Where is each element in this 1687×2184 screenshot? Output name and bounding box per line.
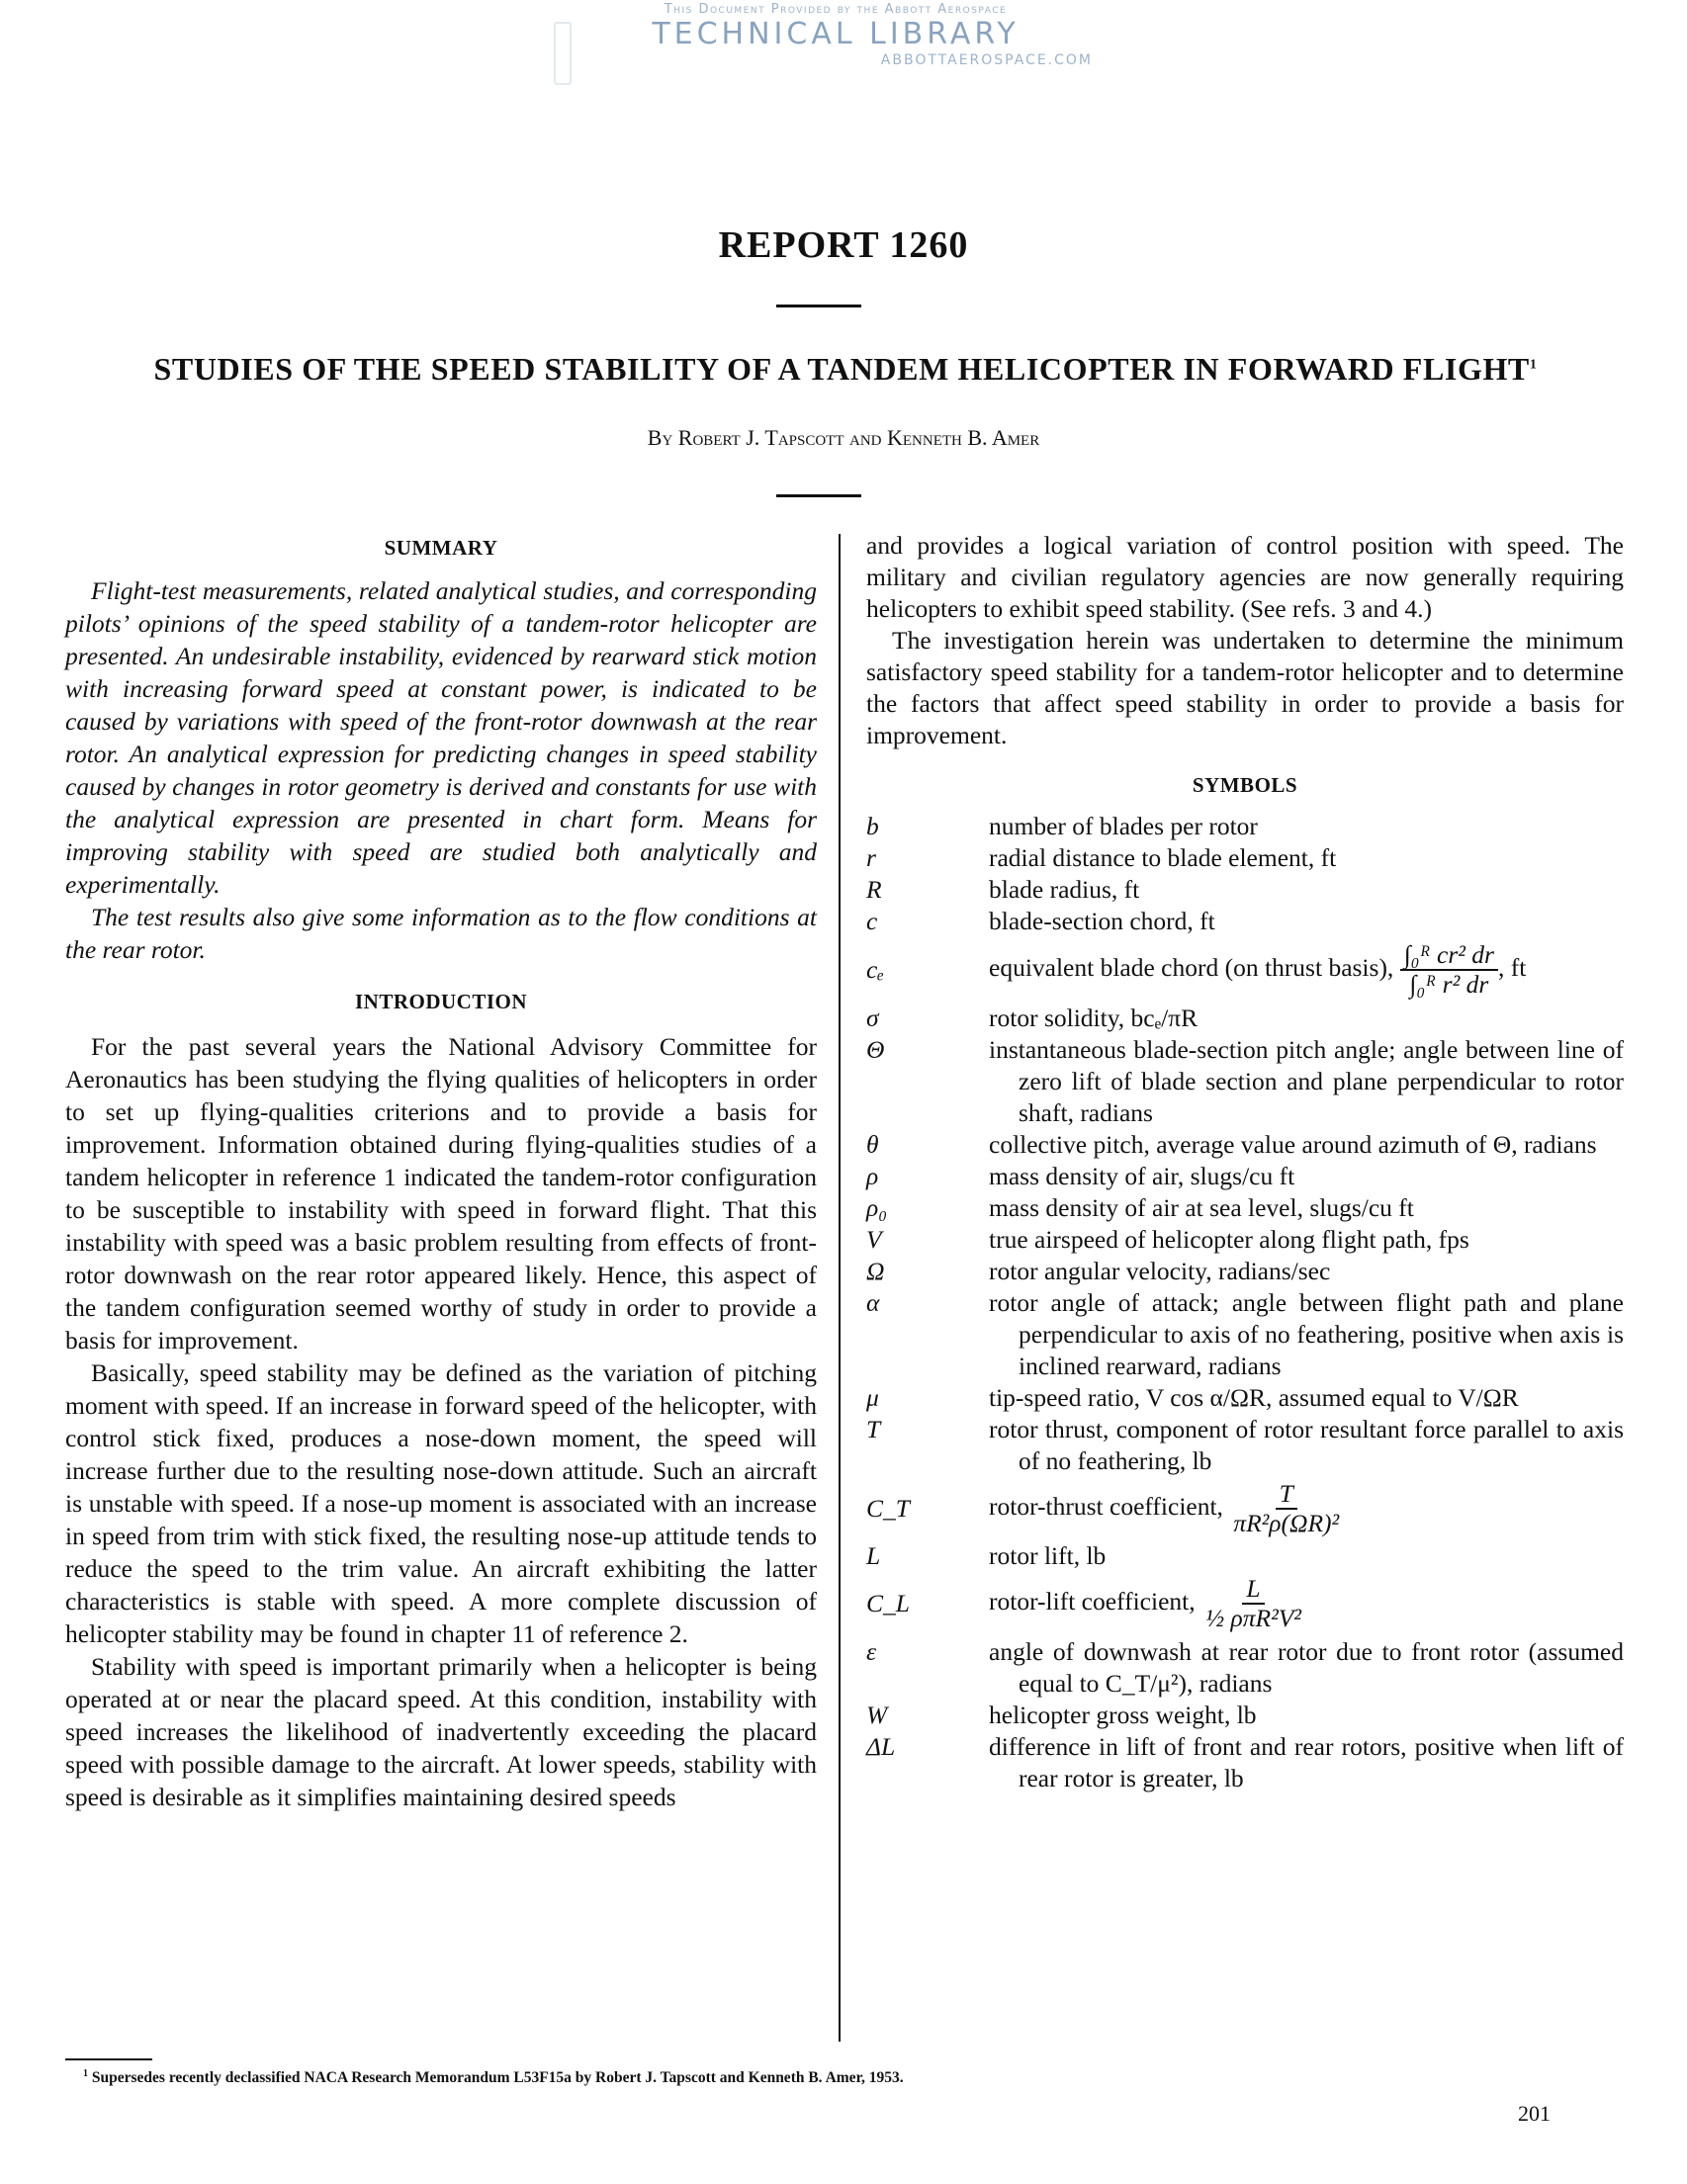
intro-paragraph-continued: and provides a logical variation of control position with speed. The military and civilian regulatory agencies are now generally requiring helicopters to exhibit speed stability. (See refs. 3 and 4.) xyxy=(866,531,1624,623)
formula-numerator: ∫₀ᴿ cr² dr xyxy=(1400,941,1498,971)
symbol-row xyxy=(866,1161,1624,1192)
watermark-provider-line: This Document Provided by the Abbott Aerospace xyxy=(664,2,1008,17)
symbol-row xyxy=(866,1287,1624,1382)
symbol-definition: true airspeed of helicopter along flight path, fps xyxy=(989,1225,1469,1254)
symbol-definition: rotor angle of attack; angle between flight path and plane perpendicular to axis of no feathering, positive when axis is inclined rearward, radians xyxy=(989,1288,1624,1380)
report-number: REPORT 1260 xyxy=(718,224,969,266)
symbol-row xyxy=(866,874,1624,906)
symbol-row xyxy=(866,941,1624,999)
thrust-coefficient-formula xyxy=(1229,1480,1343,1537)
lift-coefficient-formula xyxy=(1201,1575,1305,1632)
symbol-definition: radial distance to blade element, ft xyxy=(989,843,1337,872)
symbol-row xyxy=(866,1700,1624,1731)
symbol: cₑ xyxy=(866,955,885,984)
symbol-definition: rotor-lift coefficient, xyxy=(989,1586,1196,1616)
symbol: θ xyxy=(866,1130,879,1159)
right-column xyxy=(866,530,1624,1794)
title-rule-top xyxy=(776,305,861,307)
symbol-definition: collective pitch, average value around azimuth of Θ, radians xyxy=(989,1130,1597,1159)
formula-numerator: L xyxy=(1242,1575,1264,1605)
intro-paragraph: Stability with speed is important primarily when a helicopter is being operated at or near the placard speed. At this condition, instability with speed increases the likelihood of inadvertently exceeding the placard speed with possible damage to the aircraft. At lower speeds, stability with speed is desirable as it simplifies maintaining desired speeds xyxy=(65,1652,817,1811)
symbol: T xyxy=(866,1415,881,1443)
symbol-definition: number of blades per rotor xyxy=(989,812,1258,840)
symbol-definition: instantaneous blade-section pitch angle; angle between line of zero lift of blade section and plane perpendicular to rotor shaft, radians xyxy=(989,1035,1624,1127)
symbol-definition: tip-speed ratio, V cos α/ΩR, assumed equal to V/ΩR xyxy=(989,1383,1519,1412)
symbol: C_T xyxy=(866,1494,910,1523)
symbol-row xyxy=(866,1636,1624,1700)
footnote-text: Supersedes recently declassified NACA Research Memorandum L53F15a by Robert J. Tapscott and Kenneth B. Amer, 1953. xyxy=(91,2069,904,2087)
symbol-definition: equivalent blade chord (on thrust basis), xyxy=(989,952,1394,982)
symbol: σ xyxy=(866,1004,879,1032)
left-column xyxy=(65,532,817,1813)
symbol: V xyxy=(866,1225,882,1254)
footnote-marker: 1 xyxy=(83,2068,88,2079)
symbol: ρ₀ xyxy=(866,1193,888,1222)
intro-paragraph: Basically, speed stability may be defined as the variation of pitching moment with speed. If an increase in forward speed of the helicopter, with control stick fixed, produces a nose-down moment, the speed will increase further due to the resulting nose-down attitude. Such an aircraft is unstable with speed. If a nose-up moment is associated with an increase in speed from trim with stick fixed, the resulting nose-up attitude tends to reduce the speed to the trim value. An aircraft exhibiting the latter characteristics is stable with speed. A more complete discussion of helicopter stability may be found in chapter 11 of reference 2. xyxy=(65,1358,817,1648)
title-footnote-marker: 1 xyxy=(1529,357,1538,373)
summary-paragraph: Flight-test measurements, related analytical studies, and corresponding pilots’ opinions of the speed stability of a tandem-rotor helicopter are presented. An undesirable instability, evidenced by rearward stick motion with increasing forward speed at constant power, is indicated to be caused by variations with speed of the front-rotor downwash at the rear rotor. An analytical expression for predicting changes in speed stability caused by changes in rotor geometry is derived and constants for use with the analytical expression are presented in chart form. Means for improving stability with speed are studied both analytically and experimentally. xyxy=(65,576,817,899)
symbol-definition: difference in lift of front and rear rotors, positive when lift of rear rotor is greater, lb xyxy=(989,1732,1624,1792)
equivalent-chord-formula xyxy=(1400,941,1498,999)
symbol-definition: rotor solidity, bcₑ/πR xyxy=(989,1004,1199,1032)
symbol-row xyxy=(866,842,1624,874)
symbol: α xyxy=(866,1288,880,1317)
symbol-row xyxy=(866,1382,1624,1414)
watermark-url: ABBOTTAEROSPACE.COM xyxy=(880,52,1093,68)
formula-suffix: , ft xyxy=(1497,952,1527,982)
formula-denominator: ½ ρπR²V² xyxy=(1204,1604,1301,1632)
symbol: ρ xyxy=(866,1162,879,1190)
summary-heading: SUMMARY xyxy=(384,536,498,560)
formula-denominator: ∫₀ᴿ r² dr xyxy=(1409,970,1489,999)
symbols-heading: SYMBOLS xyxy=(1192,773,1298,797)
symbol: Θ xyxy=(866,1035,885,1064)
symbol: ε xyxy=(866,1637,877,1666)
watermark xyxy=(569,2,1103,69)
symbol-row xyxy=(866,1003,1624,1034)
title-rule-bottom xyxy=(776,494,861,497)
column-divider xyxy=(839,534,841,2042)
symbol-row xyxy=(866,1256,1624,1287)
symbol-row xyxy=(866,1731,1624,1794)
symbol-definition: mass density of air, slugs/cu ft xyxy=(989,1162,1295,1190)
symbol: L xyxy=(866,1541,881,1570)
symbol-row xyxy=(866,1129,1624,1161)
intro-paragraph: The investigation herein was undertaken to determine the minimum satisfactory speed stability for a tandem-rotor helicopter and to determine the factors that affect speed stability in order to provide a basis for improvement. xyxy=(866,626,1624,749)
symbol-row xyxy=(866,1540,1624,1572)
symbol: C_L xyxy=(866,1589,910,1617)
symbol: R xyxy=(866,875,882,904)
symbol-definition: helicopter gross weight, lb xyxy=(989,1701,1257,1729)
symbol-definition: mass density of air at sea level, slugs/cu ft xyxy=(989,1193,1414,1222)
symbol-definition: angle of downwash at rear rotor due to front rotor (assumed equal to C_T/μ²), radians xyxy=(989,1637,1624,1698)
formula-denominator: πR²ρ(ΩR)² xyxy=(1233,1509,1340,1537)
symbol-definition: blade-section chord, ft xyxy=(989,907,1215,935)
paper-title-text: STUDIES OF THE SPEED STABILITY OF A TANDEM HELICOPTER IN FORWARD FLIGHT xyxy=(153,351,1530,387)
symbol: c xyxy=(866,907,878,935)
paper-title xyxy=(54,351,1637,388)
symbols-list xyxy=(866,811,1624,1794)
symbol-row xyxy=(866,1192,1624,1224)
symbol-definition: rotor thrust, component of rotor resultant force parallel to axis of no feathering, lb xyxy=(989,1415,1624,1475)
summary-paragraph: The test results also give some information as to the flow conditions at the rear rotor. xyxy=(65,903,817,964)
symbol: ΔL xyxy=(866,1732,896,1761)
authors-line: By Robert J. Tapscott and Kenneth B. Amer xyxy=(647,425,1040,450)
symbol-definition: blade radius, ft xyxy=(989,875,1140,904)
footnote xyxy=(83,2068,904,2087)
symbol-row xyxy=(866,1480,1624,1537)
symbol-row xyxy=(866,1224,1624,1256)
symbol-definition: rotor angular velocity, radians/sec xyxy=(989,1257,1331,1285)
symbol-row xyxy=(866,906,1624,937)
symbol-row xyxy=(866,1414,1624,1477)
symbol: r xyxy=(866,843,876,872)
symbol-definition: rotor lift, lb xyxy=(989,1541,1107,1570)
symbol-row xyxy=(866,1575,1624,1632)
symbol-definition: rotor-thrust coefficient, xyxy=(989,1491,1223,1521)
symbol-row xyxy=(866,811,1624,842)
intro-paragraph: For the past several years the National Advisory Committee for Aeronautics has been studying the flying qualities of helicopters in order to set up flying-qualities criterions and to provide a basis for improvement. Information obtained during flying-qualities studies of a tandem helicopter in reference 1 indicated the tandem-rotor configuration to be susceptible to instability with speed in forward flight. That this instability with speed was a basic problem resulting from effects of front-rotor downwash on the rear rotor appeared likely. Hence, this aspect of the tandem configuration seemed worthy of study in order to provide a basis for improvement. xyxy=(65,1032,817,1354)
page-number: 201 xyxy=(1518,2101,1551,2126)
symbol-row xyxy=(866,1034,1624,1129)
footnote-rule xyxy=(65,2058,152,2060)
watermark-library-name: TECHNICAL LIBRARY xyxy=(652,17,1020,51)
symbol: W xyxy=(866,1701,888,1729)
symbol: Ω xyxy=(866,1257,885,1285)
symbol: μ xyxy=(866,1383,879,1412)
introduction-heading: INTRODUCTION xyxy=(354,990,528,1013)
symbol: b xyxy=(866,812,879,840)
formula-numerator: T xyxy=(1276,1480,1297,1510)
